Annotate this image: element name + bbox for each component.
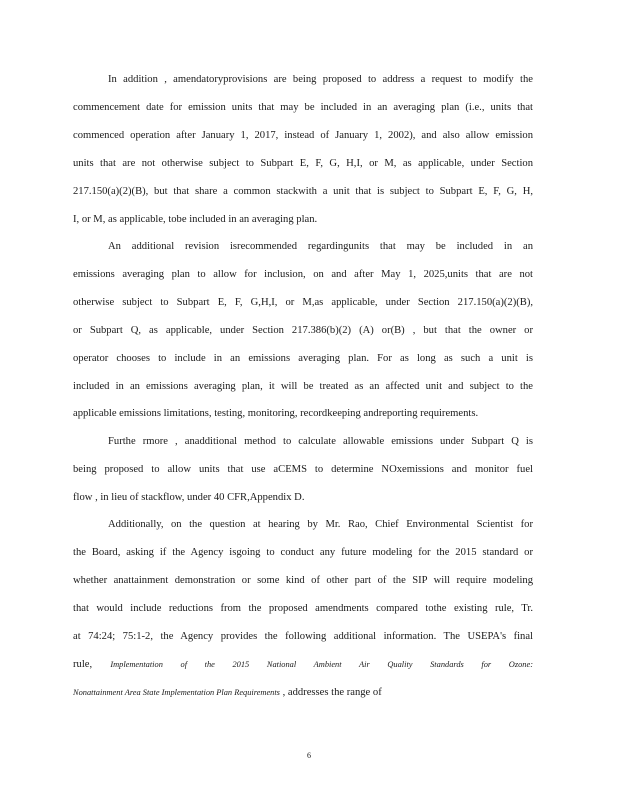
- rule-word: rule,: [73, 659, 93, 670]
- page-number: 6: [307, 751, 311, 760]
- paragraph-4-line-7-tail: , addresses the range of: [282, 687, 382, 698]
- paragraph-2-line-5: operator chooses to include in an emissions averaging plan. For as long as such a unit is: [73, 353, 533, 364]
- paragraph-3-line-1: Furthe rmore , anadditional method to calculate allowable emissions under Subpart Q is: [108, 436, 533, 447]
- paragraph-4-line-7: [73, 686, 533, 700]
- paragraph-2-line-2: emissions averaging plan to allow for inclusion, on and after May 1, 2025,units that are not: [73, 269, 533, 280]
- paragraph-1-line-5: 217.150(a)(2)(B), but that share a common stackwith a unit that is subject to Subpart E, F, G, H,: [73, 186, 533, 197]
- paragraph-2-line-4: or Subpart Q, as applicable, under Section 217.386(b)(2) (A) or(B) , but that the owner or: [73, 325, 533, 336]
- paragraph-4-line-4: that would include reductions from the proposed amendments compared tothe existing rule, Tr.: [73, 603, 533, 614]
- paragraph-1-line-1: In addition , amendatoryprovisions are being proposed to address a request to modify the: [108, 74, 533, 85]
- paragraph-1-line-2: commencement date for emission units that may be included in an averaging plan (i.e., units that: [73, 102, 533, 113]
- paragraph-1-line-4: units that are not otherwise subject to Subpart E, F, G, H,I, or M, as applicable, under Section: [73, 158, 533, 169]
- paragraph-4-line-1: Additionally, on the question at hearing by Mr. Rao, Chief Environmental Scientist for: [108, 519, 533, 530]
- paragraph-2-line-1: An additional revision isrecommended regardingunits that may be included in an: [108, 241, 533, 252]
- paragraph-4-line-5: at 74:24; 75:1-2, the Agency provides the following additional information. The USEPA's final: [73, 631, 533, 642]
- paragraph-1-line-6: I, or M, as applicable, tobe included in an averaging plan.: [73, 214, 318, 225]
- paragraph-4-line-6: [73, 658, 533, 672]
- paragraph-3-line-2: being proposed to allow units that use aCEMS to determine NOxemissions and monitor fuel: [73, 464, 533, 475]
- paragraph-1-line-3: commenced operation after January 1, 2017, instead of January 1, 2002), and also allow emission: [73, 130, 533, 141]
- paragraph-4-line-3: whether anattainment demonstration or some kind of other part of the SIP will require modeling: [73, 575, 533, 586]
- paragraph-4-line-2: the Board, asking if the Agency isgoing to conduct any future modeling for the 2015 standard or: [73, 547, 533, 558]
- paragraph-3-line-3: flow , in lieu of stackflow, under 40 CFR,Appendix D.: [73, 492, 305, 503]
- paragraph-2-line-3: otherwise subject to Subpart E, F, G,H,I, or M,as applicable, under Section 217.150(a)(2)(B),: [73, 297, 533, 308]
- paragraph-2-line-6: included in an emissions averaging plan, it will be treated as an affected unit and subject to the: [73, 381, 533, 392]
- regulation-title-part-1: Implementation of the 2015 National Ambient Air Quality Standards for Ozone:: [110, 660, 533, 669]
- regulation-title-part-2: Nonattainment Area State Implementation Plan Requirements: [73, 688, 280, 697]
- paragraph-2-line-7: applicable emissions limitations, testing, monitoring, recordkeeping andreporting requirements.: [73, 408, 479, 419]
